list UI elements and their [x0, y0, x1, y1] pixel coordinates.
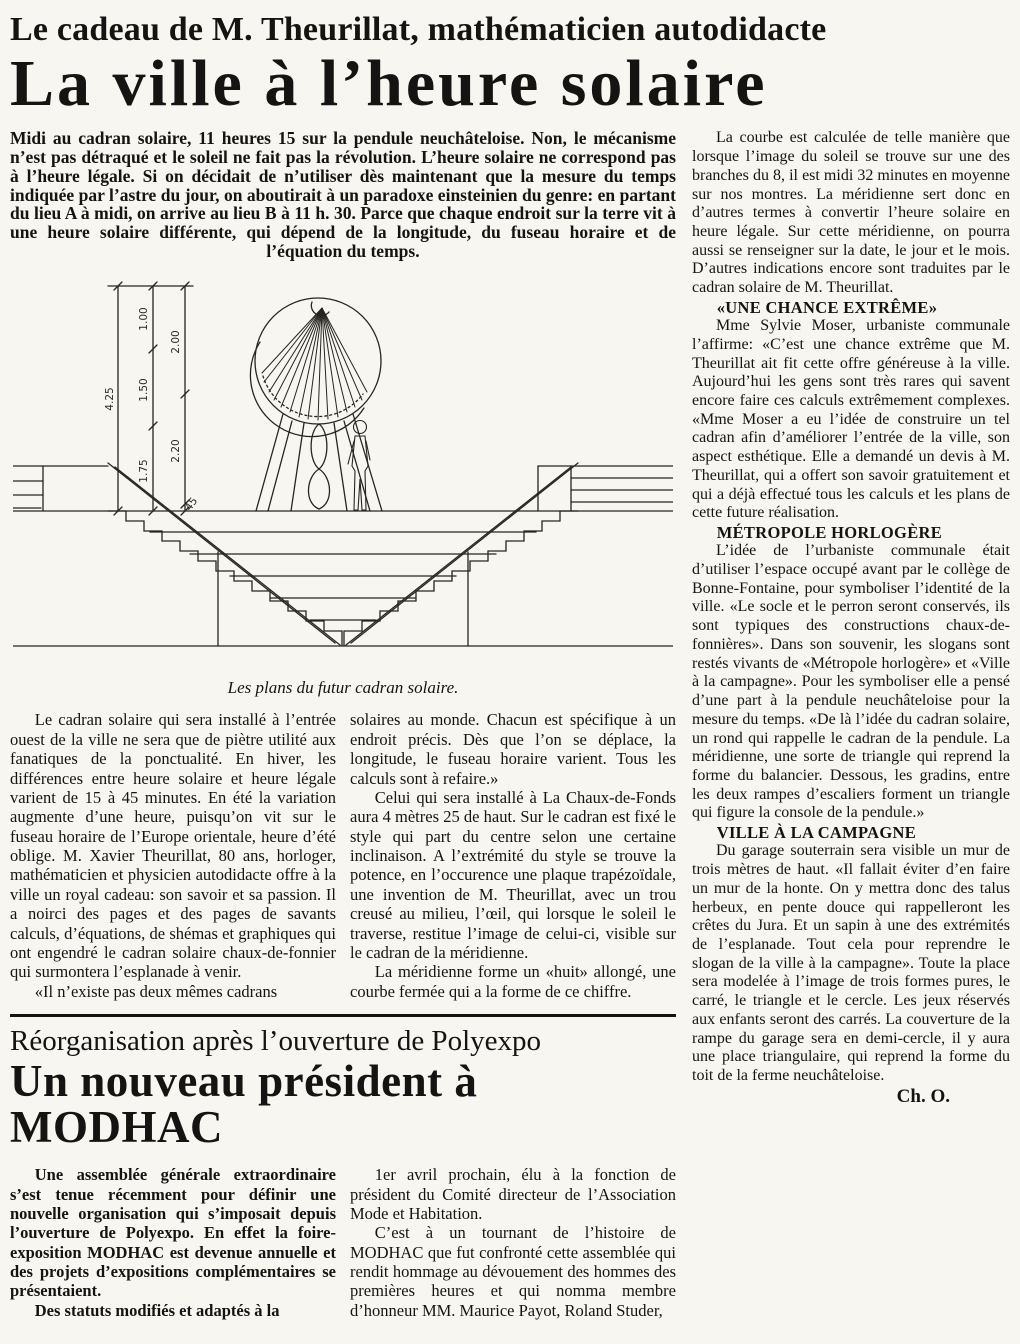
support-legs: [256, 414, 382, 511]
paragraph: La courbe est calculée de telle manière que lorsque l’image du soleil se trouve sur une des branches du 8, il est midi 32 minutes en moyenne sur nos montres. La méridienne sert donc en d’autres termes à convertir l’heure solaire en heure légale. Sur cette méridienne, on pourra aussi se renseigner sur la date, le jour et le mois. D’autres indications encore sont traduites par le cadran solaire de M. Theurillat.: [692, 129, 1010, 297]
paragraph: L’idée de l’urbaniste communale était d’utiliser l’espace occupé avant par le collège de Bonne-Fontaine, pour symboliser l’identité de la ville. «Le socle et le perron seront conservés, ils sont typiques des constructions chaux-de-fonnières». Dans son souvenir, les slogans sont restés vivants de «Métropole horlogère» et «Ville à la campagne». Pour les symboliser elle a pensé d’une part à la pendule neuchâteloise pour la mesure du temps. «De là l’idée du cadran solaire, un rond qui rappelle le cadran de la pendule. La méridienne, une sorte de triangle qui reprend la forme du balancier. Dessous, les gradins, entre les deux rampes d’escaliers forment un triangle qui figure la console de la pendule.»: [692, 542, 1010, 822]
paragraph: Des statuts modifiés et adaptés à la: [34, 1300, 280, 1320]
article2-body-columns: [10, 1165, 676, 1320]
article-divider-rule: [10, 1014, 676, 1017]
dim-base: 45: [182, 495, 201, 514]
figure-caption: Les plans du futur cadran solaire.: [227, 678, 459, 698]
subhead-ville-a-la-campagne: VILLE À LA CAMPAGNE: [716, 823, 917, 843]
article1-lead-paragraph: Midi au cadran solaire, 11 heures 15 sur la pendule neuchâteloise. Non, le mécanisme n’est pas détraqué et le soleil ne fait pas la révolution. L’heure solaire ne correspond pas à l’heure légale. Si on décidait de n’utiliser dès maintenant que la mesure du temps indiquée par l’astre du jour, on aboutirait à un paradoxe einsteinien du genre: en partant du lieu A à midi, on arrive au lieu B à 11 h. 30. Parce que chaque endroit sur la terre vit à une heure solaire différente, qui dépend de la longitude, du fuseau horaire et de l’équation du temps.: [10, 128, 676, 261]
paragraph: Celui qui sera installé à La Chaux-de-Fonds aura 4 mètres 25 de haut. Sur le cadran est fixé le style qui part du centre selon une certaine inclinaison. A l’extrémité du style se trouve la potence, en l’occurence une plaque trapézoïdale, une invention de M. Theurillat, avec un trou creusé au milieu, l’œil, qui lorsque le soleil le traverse, restitue l’image de celui-ci, visible sur le cadran de la méridienne.: [350, 787, 676, 962]
right-platform: [538, 466, 673, 511]
dimension-lines: [108, 282, 193, 515]
left-zone: [10, 129, 676, 1320]
ground-lines: [13, 511, 673, 646]
article1-body-col1: [10, 710, 336, 1001]
paragraph: Une assemblée générale extraordinaire s’est tenue récemment pour définir une nouvelle organisation qui s’imposait depuis l’ouverture de Polyexpo. En effet la foire-exposition MODHAC est devenue annuelle et des projets d’expositions complémentaires se présentaient.: [10, 1165, 336, 1301]
left-platform: [13, 466, 108, 511]
dim-middle: 1.50: [138, 378, 150, 403]
dim-dial: 2.00: [170, 330, 182, 355]
scale-figure-person: [348, 421, 370, 511]
sundial-dial: [250, 298, 381, 437]
sundial-plan-figure: [10, 266, 676, 698]
article1-headline: La ville à l’heure solaire: [10, 47, 768, 121]
article1-body-col2: [350, 710, 676, 1001]
paragraph: «Il n’existe pas deux mêmes cadrans: [34, 981, 278, 1001]
sundial-plan-drawing: [13, 266, 673, 676]
subhead-metropole-horlogere: MÉTROPOLE HORLOGÈRE: [716, 523, 943, 543]
dim-lower: 1.75: [138, 459, 150, 484]
paragraph: Le cadran solaire qui sera installé à l’entrée ouest de la ville ne sera que de piètre utilité aux fanatiques de la ponctualité. En hiver, les différences entre heure solaire et heure légale varient de 15 à 45 minutes. En été la variation augmente d’une heure, puisqu’on vit sur le fuseau horaire de l’Europe orientale, heure d’été oblige. M. Xavier Theurillat, 80 ans, horloger, mathématicien et physicien autodidacte offre à la ville un royal cadeau: son savoir et sa passion. Il a noirci des pages et des pages de savants calculs, d’équations, de shémas et graphiques qui ont engendré le cadran solaire chaux-de-fonnier qui surmontera l’esplanade à venir.: [10, 710, 336, 982]
paragraph: Du garage souterrain sera visible un mur de trois mètres de haut. «Il fallait éviter d’en faire un mur de la honte. On y mettra donc des talus herbeux, en pente douce qui rappelleront les crêtes du Jura. Et un sapin à une des extrémités de l’esplanade. Tout cela pour reprendre le slogan de la ville à la campagne». Toute la place sera modelée à l’image de trois formes pures, le carré, le triangle et le cercle. Les jeux réservés aux enfants seront des carrés. La couverture de la rampe du garage sera en demi-cercle, il y aura une place triangulaire, qui reprend la forme du toit de la ferme neuchâteloise.: [692, 842, 1010, 1085]
hour-lines: [262, 308, 367, 420]
paragraph: Mme Sylvie Moser, urbaniste communale l’affirme: «C’est une chance extrême que M. Theurillat ait fit cette offre généreuse à la ville. Aujourd’hui les gens sont très rares qui savent encore faire ces calculs extrêmement complexes. «Mme Moser a eu l’idée de construire un tel cadran afin d’améliorer l’entrée de la ville, son aspect esthétique. Elle a demandé un devis à M. Theurillat, qui a offert son savoir gratuitement et qui a déjà effectué tous les calculs et les plans de cette future réalisation.: [692, 317, 1010, 522]
byline: Ch. O.: [896, 1085, 950, 1107]
paragraph: C’est à un tournant de l’histoire de MODHAC que fut confronté cette assemblée qui rendit hommage au dévouement des hommes des premières heures et qui nomma membre d’honneur MM. Maurice Payot, Roland Studer,: [350, 1223, 676, 1320]
article2-kicker: Réorganisation après l’ouverture de Polyexpo: [10, 1025, 541, 1058]
stairs: [108, 511, 578, 646]
article2-body-col2: [350, 1165, 676, 1320]
subhead-une-chance-extreme: «UNE CHANCE EXTRÊME»: [716, 297, 938, 317]
paragraph: 1er avril prochain, élu à la fonction de président du Comité directeur de l’Association Mode et Habitation.: [350, 1165, 676, 1223]
dim-total-height: 4.25: [104, 387, 116, 412]
paragraph: La méridienne forme un «huit» allongé, une courbe fermée qui a la forme de ce chiffre.: [350, 962, 676, 1001]
article2-headline: Un nouveau président à MODHAC: [10, 1056, 478, 1153]
paragraph: solaires au monde. Chacun est spécifique à un endroit précis. Dès que l’on se déplace, la longitude, le fuseau horaire varient. Tous les calculs sont à refaire.»: [350, 710, 676, 788]
dim-support: 2.20: [170, 439, 182, 464]
dim-upper: 1.00: [138, 307, 150, 332]
article1-kicker: Le cadeau de M. Theurillat, mathématicien autodidacte: [10, 11, 827, 48]
right-column: [692, 129, 1010, 1108]
article2-body-col1: [10, 1165, 336, 1320]
article1-body-columns: [10, 710, 676, 1001]
